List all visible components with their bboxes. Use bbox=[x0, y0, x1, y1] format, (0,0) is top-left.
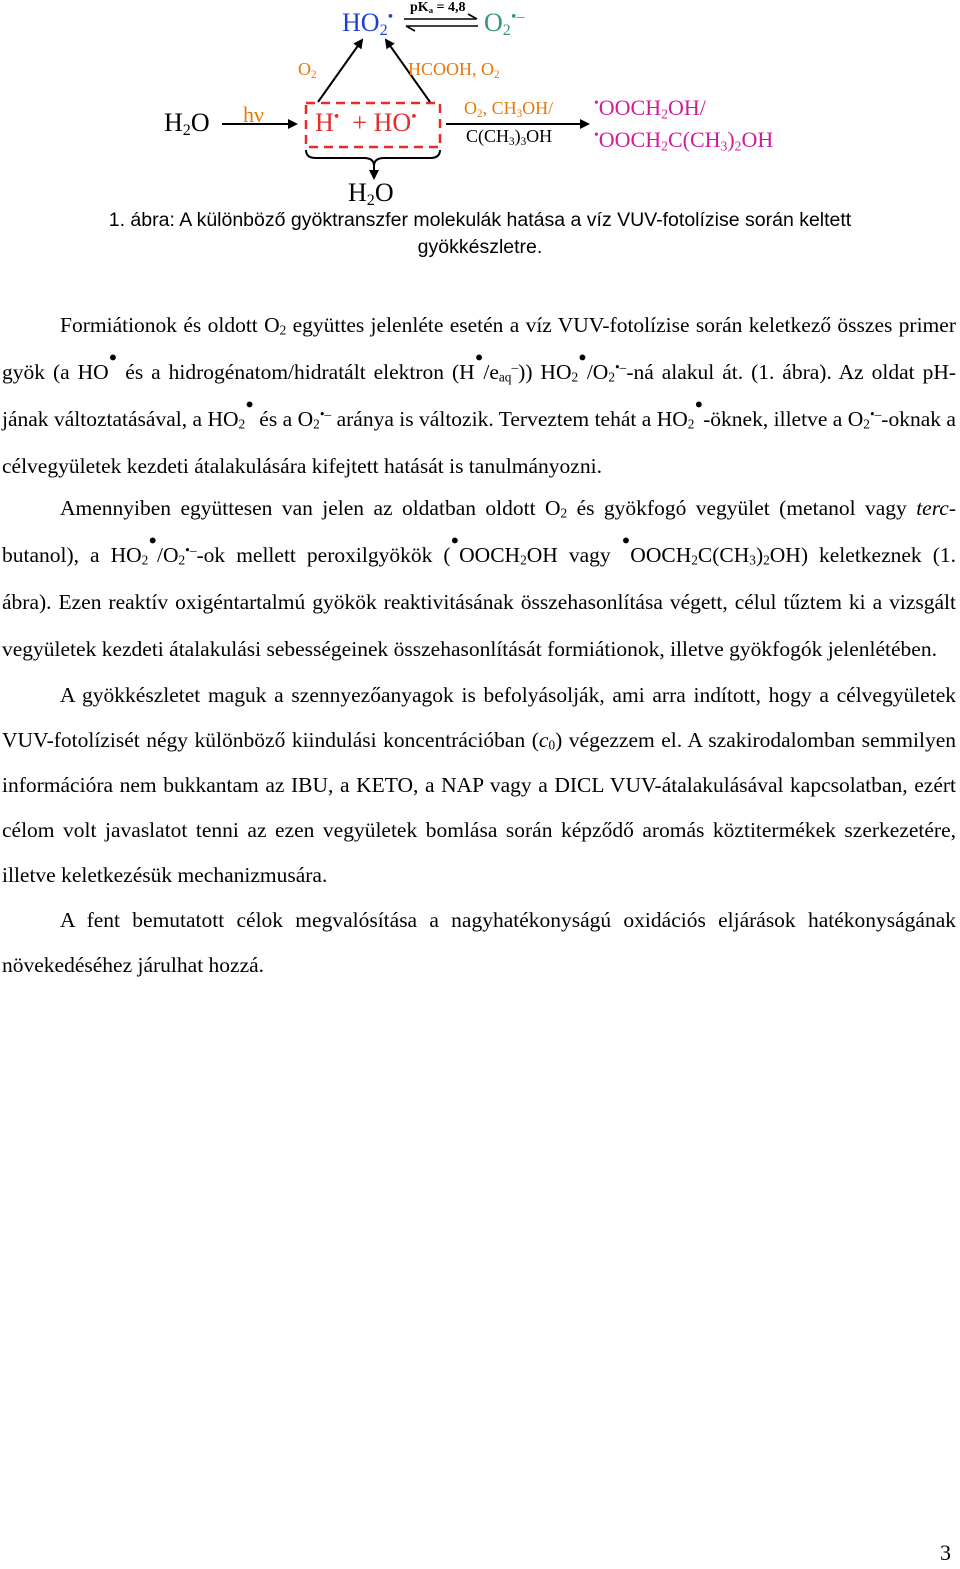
paragraph-4: A fent bemutatott célok megvalósítása a nagyhatékonyságú oxidációs eljárások hatékonyságának növekedéséhez járulhat hozzá. bbox=[2, 908, 956, 977]
superoxide-anion: $O_2^{•-}$ bbox=[484, 8, 525, 40]
reaction-scheme bbox=[0, 0, 960, 210]
figure-caption bbox=[0, 207, 960, 261]
formate-label: HCOOH, $O_2$ bbox=[408, 59, 500, 81]
caption-line-2: gyökkészletre. bbox=[417, 236, 543, 258]
scavenger-label-2: $C(CH_3)_3OH$ bbox=[466, 126, 553, 148]
caption-line-1: 1. ábra: A különböző gyöktranszfer molekulák hatása a víz VUV-fotolízise során keltett bbox=[108, 209, 852, 231]
water-left: $H_2O$ bbox=[164, 108, 210, 140]
water-bottom: $H_2O$ bbox=[348, 178, 394, 210]
page-number: 3 bbox=[940, 1540, 951, 1565]
brace bbox=[306, 150, 440, 166]
paragraph-2: Amennyiben együttesen van jelen az oldatban oldott $O_2$ és gyökfogó vegyület (metanol vagy terc-butanol), a $HO_2•/O_2^{•-}-ok$ mellett peroxilgyökök ($•OOCH_2OH$ vagy $•OOCH_2C(CH_3)_2OH$) keletkeznek (1. ábra). Ezen reaktív oxigéntartalmú gyökök reaktivitásának összehasonlítása végett, célul tűztem ki a vizsgált vegyületek kezdeti átalakulási sebességeinek összehasonlítását formiátionok, illetve gyökfogók jelenlétében. bbox=[2, 496, 957, 661]
peroxyl-product-1: $^•OOCH_2OH/$ bbox=[594, 94, 706, 122]
peroxyl-product-2: $^•OOCH_2C(CH_3)_2OH$ bbox=[594, 126, 774, 154]
paragraph-1: Formiátionok és oldott $O_2$ együttes jelenléte esetén a víz VUV-fotolízise során keletkező összes primer gyök (a HO• és a hidrogénatom/hidratált elektron $(H•/e_{aq}^-)$) $HO_2•/O_2^{•-}-ná$ alakul át. (1. ábra). Az oldat pH-jának változtatásával, a $HO_2•$ és a $O_2^{•-}$ aránya is változik. Terveztem tehát a $HO_2•$-öknek, illetve a $O_2^{•-}$-oknak a célvegyületek kezdeti átalakulására kifejtett hatását is tanulmányozni. bbox=[2, 313, 956, 478]
arrow-h-to-ho2 bbox=[318, 40, 362, 102]
ho2-radical: $HO_2^•$ bbox=[342, 8, 394, 40]
scavenger-label-1: $O_2$, $CH_3OH/$ bbox=[464, 98, 554, 120]
hv-label: hν bbox=[243, 102, 264, 127]
pka-label: $pK_a = 4,8$ bbox=[410, 0, 466, 16]
body-text bbox=[2, 302, 956, 988]
paragraph-3: A gyökkészletet maguk a szennyezőanyagok is befolyásolják, ami arra indított, hogy a célvegyületek VUV-fotolízisét négy különböző kiindulási koncentrációban $(c_0)$ végezzem el. A szakirodalomban semmilyen információra nem bukkantam az IBU, a KETO, a NAP vagy a DICL VUV-átalakulásával kapcsolatban, ezért célom volt javaslatot tenni az ezen vegyületek bomlása során képződő aromás köztitermékek szerkezetére, illetve keletkezésük mechanizmusára. bbox=[2, 683, 957, 887]
o2-left-label: $O_2$ bbox=[298, 59, 317, 81]
primary-radicals: H• + HO• bbox=[315, 108, 417, 137]
